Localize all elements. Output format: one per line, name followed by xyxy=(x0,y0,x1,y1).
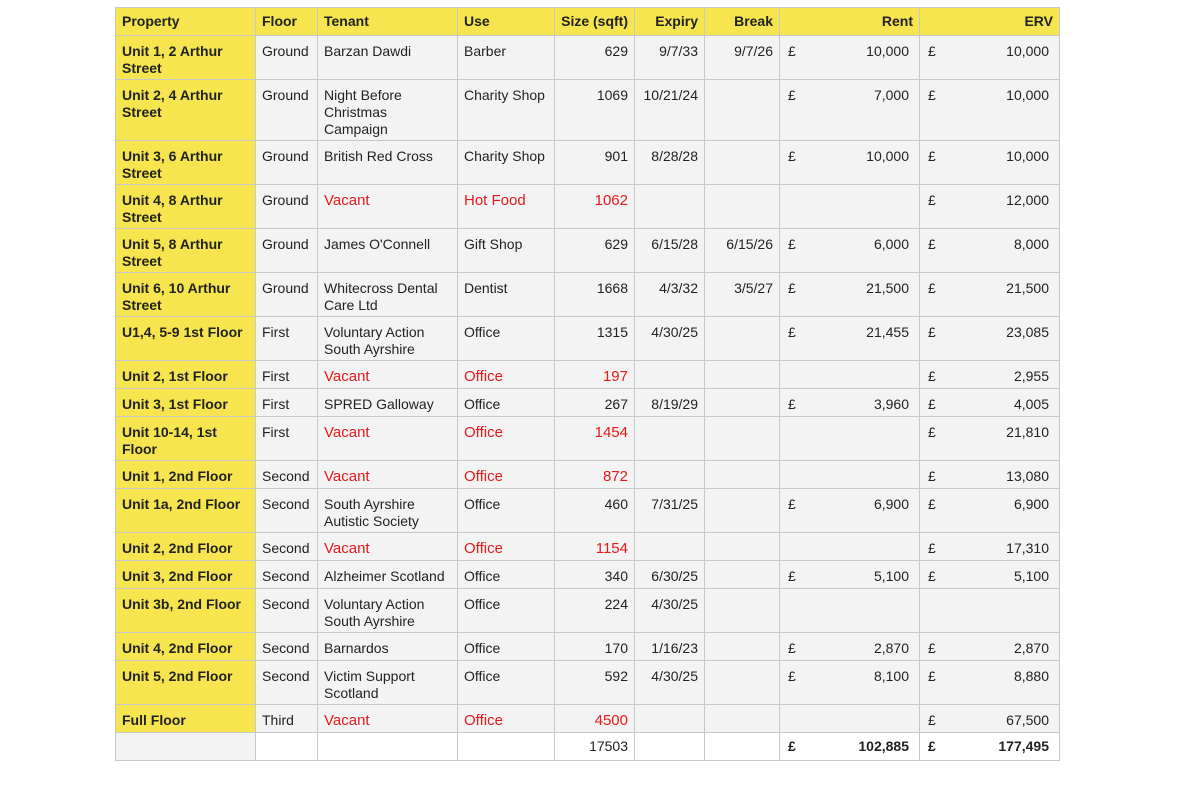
break-cell[interactable] xyxy=(705,561,780,589)
use-cell[interactable]: Office xyxy=(458,561,555,589)
erv-cell[interactable] xyxy=(920,633,1060,661)
currency-symbol: £ xyxy=(928,738,936,754)
erv-value: 10,000 xyxy=(1006,87,1049,103)
property-cell[interactable]: Unit 1a, 2nd Floor xyxy=(116,489,256,533)
break-cell[interactable] xyxy=(705,141,780,185)
rent-value: 21,500 xyxy=(866,280,909,296)
use-cell[interactable]: Office xyxy=(458,317,555,361)
size-cell[interactable]: 901 xyxy=(555,141,635,185)
break-cell[interactable] xyxy=(705,533,780,561)
header-row xyxy=(116,8,1060,36)
property-cell[interactable]: Unit 10-14, 1st Floor xyxy=(116,417,256,461)
property-cell[interactable]: U1,4, 5-9 1st Floor xyxy=(116,317,256,361)
break-cell[interactable] xyxy=(705,489,780,533)
currency-symbol: £ xyxy=(788,738,796,754)
use-cell[interactable]: Barber xyxy=(458,36,555,80)
erv-cell[interactable] xyxy=(920,561,1060,589)
floor-cell[interactable]: Second xyxy=(256,633,318,661)
rent-cell[interactable] xyxy=(780,589,920,633)
tenant-cell[interactable]: Vacant xyxy=(318,533,458,561)
expiry-cell[interactable]: 10/21/24 xyxy=(635,80,705,141)
size-cell[interactable]: 629 xyxy=(555,229,635,273)
break-cell[interactable] xyxy=(705,705,780,733)
use-cell[interactable]: Office xyxy=(458,461,555,489)
erv-cell[interactable] xyxy=(920,389,1060,417)
property-cell[interactable]: Unit 3, 1st Floor xyxy=(116,389,256,417)
break-cell[interactable] xyxy=(705,80,780,141)
totals-label-cell[interactable] xyxy=(116,733,256,761)
rent-value: 10,000 xyxy=(866,43,909,59)
erv-cell[interactable] xyxy=(920,361,1060,389)
break-cell[interactable] xyxy=(705,417,780,461)
totals-empty-cell[interactable] xyxy=(705,733,780,761)
erv-value: 8,000 xyxy=(1013,236,1049,252)
use-cell[interactable]: Office xyxy=(458,489,555,533)
totals-empty-cell[interactable] xyxy=(318,733,458,761)
header-break[interactable]: Break xyxy=(705,8,780,36)
size-cell[interactable]: 340 xyxy=(555,561,635,589)
currency-symbol: £ xyxy=(928,468,936,484)
expiry-cell[interactable]: 4/3/32 xyxy=(635,273,705,317)
expiry-cell[interactable] xyxy=(635,533,705,561)
property-cell[interactable]: Unit 4, 2nd Floor xyxy=(116,633,256,661)
size-cell[interactable]: 1454 xyxy=(555,417,635,461)
rent-value: 8,100 xyxy=(873,668,909,684)
rent-cell[interactable] xyxy=(780,533,920,561)
property-cell[interactable]: Unit 6, 10 Arthur Street xyxy=(116,273,256,317)
property-cell[interactable]: Unit 1, 2nd Floor xyxy=(116,461,256,489)
total-rent-value: 102,885 xyxy=(858,738,909,754)
erv-cell[interactable] xyxy=(920,461,1060,489)
rent-cell[interactable] xyxy=(780,461,920,489)
header-expiry[interactable]: Expiry xyxy=(635,8,705,36)
tenant-cell[interactable]: Vacant xyxy=(318,705,458,733)
size-cell[interactable]: 872 xyxy=(555,461,635,489)
tenant-cell[interactable]: Vacant xyxy=(318,417,458,461)
header-use[interactable]: Use xyxy=(458,8,555,36)
totals-row xyxy=(116,733,1060,761)
total-size-cell[interactable]: 17503 xyxy=(555,733,635,761)
erv-cell[interactable] xyxy=(920,317,1060,361)
currency-symbol: £ xyxy=(928,324,936,340)
tenant-cell[interactable]: Vacant xyxy=(318,461,458,489)
size-cell[interactable]: 197 xyxy=(555,361,635,389)
property-cell[interactable]: Full Floor xyxy=(116,705,256,733)
tenant-cell[interactable]: South Ayrshire Autistic Society xyxy=(318,489,458,533)
erv-value: 17,310 xyxy=(1006,540,1049,556)
tenancy-schedule-table xyxy=(115,7,1060,761)
floor-cell[interactable]: Second xyxy=(256,489,318,533)
floor-cell[interactable]: First xyxy=(256,317,318,361)
property-cell[interactable]: Unit 2, 1st Floor xyxy=(116,361,256,389)
property-cell[interactable]: Unit 5, 2nd Floor xyxy=(116,661,256,705)
size-cell[interactable]: 1315 xyxy=(555,317,635,361)
floor-cell[interactable]: Second xyxy=(256,561,318,589)
use-cell[interactable]: Hot Food xyxy=(458,185,555,229)
rent-cell[interactable] xyxy=(780,36,920,80)
currency-symbol: £ xyxy=(928,368,936,384)
expiry-cell[interactable] xyxy=(635,185,705,229)
erv-value: 13,080 xyxy=(1006,468,1049,484)
rent-value: 10,000 xyxy=(866,148,909,164)
erv-value: 6,900 xyxy=(1013,496,1049,512)
totals-empty-cell[interactable] xyxy=(635,733,705,761)
currency-symbol: £ xyxy=(788,668,796,684)
currency-symbol: £ xyxy=(788,496,796,512)
table-row xyxy=(116,229,1060,273)
floor-cell[interactable]: Ground xyxy=(256,229,318,273)
header-size[interactable]: Size (sqft) xyxy=(555,8,635,36)
tenant-cell[interactable]: Vacant xyxy=(318,361,458,389)
currency-symbol: £ xyxy=(788,236,796,252)
expiry-cell[interactable]: 4/30/25 xyxy=(635,661,705,705)
expiry-cell[interactable] xyxy=(635,361,705,389)
rent-cell[interactable] xyxy=(780,185,920,229)
floor-cell[interactable]: Second xyxy=(256,661,318,705)
break-cell[interactable] xyxy=(705,361,780,389)
erv-cell[interactable] xyxy=(920,185,1060,229)
size-cell[interactable]: 170 xyxy=(555,633,635,661)
rent-cell[interactable] xyxy=(780,705,920,733)
use-cell[interactable]: Gift Shop xyxy=(458,229,555,273)
rent-cell[interactable] xyxy=(780,389,920,417)
floor-cell[interactable]: Ground xyxy=(256,273,318,317)
floor-cell[interactable]: Ground xyxy=(256,36,318,80)
erv-cell[interactable] xyxy=(920,273,1060,317)
size-cell[interactable]: 1668 xyxy=(555,273,635,317)
table-row xyxy=(116,633,1060,661)
expiry-cell[interactable]: 8/19/29 xyxy=(635,389,705,417)
use-cell[interactable]: Office xyxy=(458,417,555,461)
rent-value: 3,960 xyxy=(873,396,909,412)
size-cell[interactable]: 1154 xyxy=(555,533,635,561)
size-cell[interactable]: 224 xyxy=(555,589,635,633)
currency-symbol: £ xyxy=(928,87,936,103)
tenant-cell[interactable]: Vacant xyxy=(318,185,458,229)
table-row xyxy=(116,661,1060,705)
rent-value: 21,455 xyxy=(866,324,909,340)
erv-value: 4,005 xyxy=(1013,396,1049,412)
currency-symbol: £ xyxy=(928,148,936,164)
rent-cell[interactable] xyxy=(780,489,920,533)
erv-cell[interactable] xyxy=(920,229,1060,273)
currency-symbol: £ xyxy=(928,396,936,412)
expiry-cell[interactable]: 4/30/25 xyxy=(635,317,705,361)
use-cell[interactable]: Office xyxy=(458,661,555,705)
erv-value: 12,000 xyxy=(1006,192,1049,208)
erv-cell[interactable] xyxy=(920,705,1060,733)
erv-value: 10,000 xyxy=(1006,43,1049,59)
use-cell[interactable]: Office xyxy=(458,705,555,733)
floor-cell[interactable]: Ground xyxy=(256,141,318,185)
size-cell[interactable]: 592 xyxy=(555,661,635,705)
erv-cell[interactable] xyxy=(920,533,1060,561)
currency-symbol: £ xyxy=(928,496,936,512)
size-cell[interactable]: 1069 xyxy=(555,80,635,141)
erv-value: 10,000 xyxy=(1006,148,1049,164)
total-rent-cell[interactable] xyxy=(780,733,920,761)
currency-symbol: £ xyxy=(788,148,796,164)
currency-symbol: £ xyxy=(928,712,936,728)
erv-cell[interactable] xyxy=(920,661,1060,705)
currency-symbol: £ xyxy=(928,43,936,59)
size-cell[interactable]: 629 xyxy=(555,36,635,80)
currency-symbol: £ xyxy=(928,568,936,584)
currency-symbol: £ xyxy=(928,236,936,252)
table-row xyxy=(116,361,1060,389)
floor-cell[interactable]: Ground xyxy=(256,80,318,141)
total-erv-cell[interactable] xyxy=(920,733,1060,761)
erv-value: 21,810 xyxy=(1006,424,1049,440)
break-cell[interactable] xyxy=(705,461,780,489)
currency-symbol: £ xyxy=(788,280,796,296)
erv-value: 2,870 xyxy=(1013,640,1049,656)
floor-cell[interactable]: Second xyxy=(256,533,318,561)
erv-value: 21,500 xyxy=(1006,280,1049,296)
totals-empty-cell[interactable] xyxy=(256,733,318,761)
property-cell[interactable]: Unit 5, 8 Arthur Street xyxy=(116,229,256,273)
erv-value: 2,955 xyxy=(1013,368,1049,384)
use-cell[interactable]: Office xyxy=(458,389,555,417)
tenant-cell[interactable]: Victim Support Scotland xyxy=(318,661,458,705)
erv-value: 67,500 xyxy=(1006,712,1049,728)
currency-symbol: £ xyxy=(928,540,936,556)
currency-symbol: £ xyxy=(788,324,796,340)
rent-cell[interactable] xyxy=(780,661,920,705)
expiry-cell[interactable]: 6/30/25 xyxy=(635,561,705,589)
rent-value: 2,870 xyxy=(873,640,909,656)
tenant-cell[interactable]: Whitecross Dental Care Ltd xyxy=(318,273,458,317)
currency-symbol: £ xyxy=(788,640,796,656)
use-cell[interactable]: Office xyxy=(458,589,555,633)
use-cell[interactable]: Charity Shop xyxy=(458,141,555,185)
erv-value: 5,100 xyxy=(1013,568,1049,584)
use-cell[interactable]: Charity Shop xyxy=(458,80,555,141)
rent-cell[interactable] xyxy=(780,633,920,661)
use-cell[interactable]: Office xyxy=(458,533,555,561)
break-cell[interactable] xyxy=(705,589,780,633)
header-rent[interactable]: Rent xyxy=(780,8,920,36)
rent-value: 6,000 xyxy=(873,236,909,252)
break-cell[interactable] xyxy=(705,661,780,705)
totals-empty-cell[interactable] xyxy=(458,733,555,761)
tenant-cell[interactable]: Barzan Dawdi xyxy=(318,36,458,80)
table-row xyxy=(116,273,1060,317)
total-erv-value: 177,495 xyxy=(998,738,1049,754)
property-cell[interactable]: Unit 1, 2 Arthur Street xyxy=(116,36,256,80)
erv-cell[interactable] xyxy=(920,589,1060,633)
size-cell[interactable]: 267 xyxy=(555,389,635,417)
erv-cell[interactable] xyxy=(920,417,1060,461)
header-property[interactable]: Property xyxy=(116,8,256,36)
currency-symbol: £ xyxy=(928,668,936,684)
table-row xyxy=(116,317,1060,361)
table-row xyxy=(116,417,1060,461)
property-cell[interactable]: Unit 3, 2nd Floor xyxy=(116,561,256,589)
tenant-cell[interactable]: British Red Cross xyxy=(318,141,458,185)
break-cell[interactable] xyxy=(705,185,780,229)
erv-cell[interactable] xyxy=(920,141,1060,185)
rent-value: 6,900 xyxy=(873,496,909,512)
currency-symbol: £ xyxy=(788,568,796,584)
tenant-cell[interactable]: SPRED Galloway xyxy=(318,389,458,417)
floor-cell[interactable]: Third xyxy=(256,705,318,733)
header-floor[interactable]: Floor xyxy=(256,8,318,36)
size-cell[interactable]: 1062 xyxy=(555,185,635,229)
floor-cell[interactable]: Ground xyxy=(256,185,318,229)
size-cell[interactable]: 4500 xyxy=(555,705,635,733)
header-erv[interactable]: ERV xyxy=(920,8,1060,36)
expiry-cell[interactable] xyxy=(635,705,705,733)
table-row xyxy=(116,561,1060,589)
table-row xyxy=(116,489,1060,533)
erv-cell[interactable] xyxy=(920,80,1060,141)
table-row xyxy=(116,185,1060,229)
erv-value: 23,085 xyxy=(1006,324,1049,340)
floor-cell[interactable]: First xyxy=(256,389,318,417)
use-cell[interactable]: Office xyxy=(458,361,555,389)
table-row xyxy=(116,80,1060,141)
size-cell[interactable]: 460 xyxy=(555,489,635,533)
expiry-cell[interactable]: 1/16/23 xyxy=(635,633,705,661)
break-cell[interactable]: 3/5/27 xyxy=(705,273,780,317)
use-cell[interactable]: Dentist xyxy=(458,273,555,317)
break-cell[interactable]: 9/7/26 xyxy=(705,36,780,80)
tenant-cell[interactable]: Voluntary Action South Ayrshire xyxy=(318,317,458,361)
floor-cell[interactable]: Second xyxy=(256,589,318,633)
floor-cell[interactable]: First xyxy=(256,361,318,389)
break-cell[interactable] xyxy=(705,633,780,661)
rent-cell[interactable] xyxy=(780,80,920,141)
currency-symbol: £ xyxy=(928,640,936,656)
property-cell[interactable]: Unit 2, 2nd Floor xyxy=(116,533,256,561)
rent-cell[interactable] xyxy=(780,361,920,389)
property-cell[interactable]: Unit 4, 8 Arthur Street xyxy=(116,185,256,229)
table-row xyxy=(116,461,1060,489)
rent-cell[interactable] xyxy=(780,273,920,317)
use-cell[interactable]: Office xyxy=(458,633,555,661)
currency-symbol: £ xyxy=(928,192,936,208)
header-tenant[interactable]: Tenant xyxy=(318,8,458,36)
currency-symbol: £ xyxy=(788,396,796,412)
currency-symbol: £ xyxy=(928,424,936,440)
floor-cell[interactable]: Second xyxy=(256,461,318,489)
rent-cell[interactable] xyxy=(780,229,920,273)
break-cell[interactable] xyxy=(705,389,780,417)
tenant-cell[interactable]: Night Before Christmas Campaign xyxy=(318,80,458,141)
expiry-cell[interactable]: 6/15/28 xyxy=(635,229,705,273)
expiry-cell[interactable]: 4/30/25 xyxy=(635,589,705,633)
erv-cell[interactable] xyxy=(920,36,1060,80)
currency-symbol: £ xyxy=(928,280,936,296)
currency-symbol: £ xyxy=(788,87,796,103)
rent-cell[interactable] xyxy=(780,141,920,185)
rent-cell[interactable] xyxy=(780,561,920,589)
rent-value: 5,100 xyxy=(873,568,909,584)
tenant-cell[interactable]: Alzheimer Scotland xyxy=(318,561,458,589)
tenant-cell[interactable]: Barnardos xyxy=(318,633,458,661)
table-row xyxy=(116,589,1060,633)
property-cell[interactable]: Unit 3, 6 Arthur Street xyxy=(116,141,256,185)
rent-cell[interactable] xyxy=(780,317,920,361)
break-cell[interactable] xyxy=(705,317,780,361)
table-row xyxy=(116,389,1060,417)
expiry-cell[interactable]: 8/28/28 xyxy=(635,141,705,185)
rent-cell[interactable] xyxy=(780,417,920,461)
expiry-cell[interactable] xyxy=(635,461,705,489)
expiry-cell[interactable]: 9/7/33 xyxy=(635,36,705,80)
rent-value: 7,000 xyxy=(873,87,909,103)
table-row xyxy=(116,533,1060,561)
expiry-cell[interactable]: 7/31/25 xyxy=(635,489,705,533)
property-cell[interactable]: Unit 2, 4 Arthur Street xyxy=(116,80,256,141)
erv-cell[interactable] xyxy=(920,489,1060,533)
table-row xyxy=(116,705,1060,733)
expiry-cell[interactable] xyxy=(635,417,705,461)
property-cell[interactable]: Unit 3b, 2nd Floor xyxy=(116,589,256,633)
break-cell[interactable]: 6/15/26 xyxy=(705,229,780,273)
currency-symbol: £ xyxy=(788,43,796,59)
tenant-cell[interactable]: James O'Connell xyxy=(318,229,458,273)
table-row xyxy=(116,36,1060,80)
tenant-cell[interactable]: Voluntary Action South Ayrshire xyxy=(318,589,458,633)
erv-value: 8,880 xyxy=(1013,668,1049,684)
floor-cell[interactable]: First xyxy=(256,417,318,461)
table-row xyxy=(116,141,1060,185)
